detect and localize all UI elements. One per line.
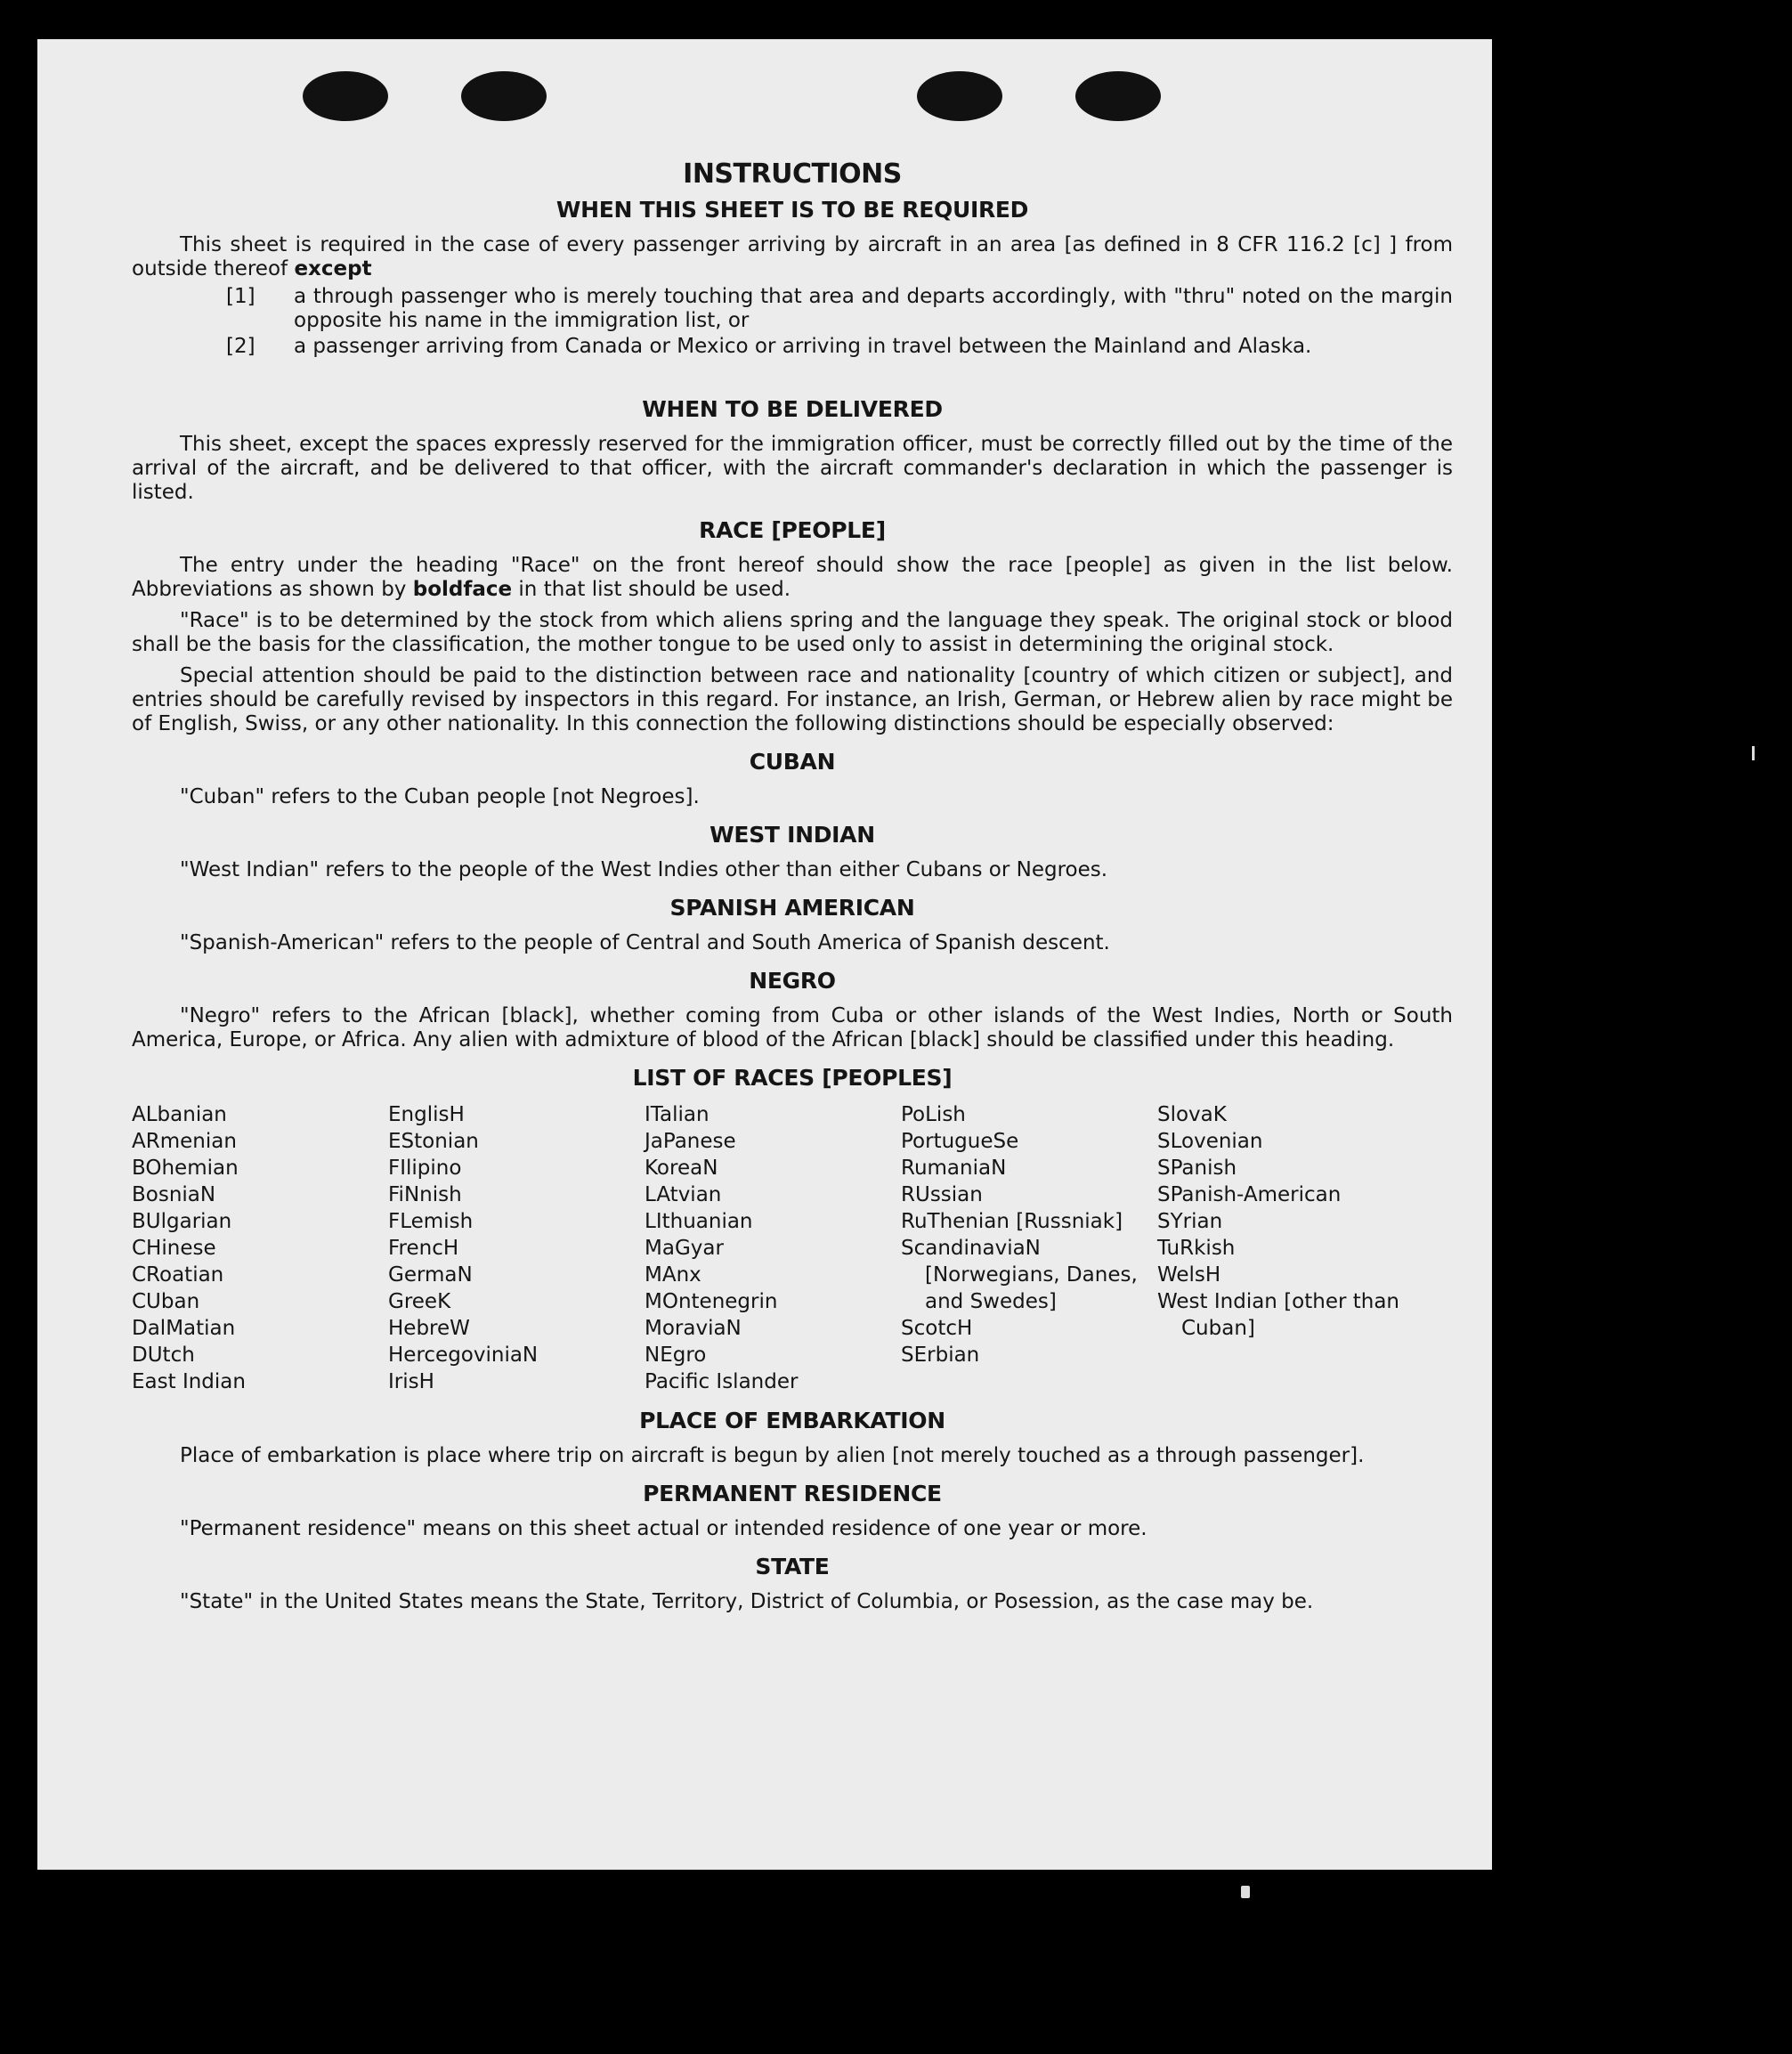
race-text: The entry under the heading "Race" on the front hereof should show the race [people] as given in the list below. Abbreviations as shown by: [132, 554, 1453, 601]
list-item: Pacific Islander: [645, 1370, 799, 1393]
exception-text: a through passenger who is merely touching that area and departs accordingly, with "thru" noted on the margin opposite his name in the immigration list, or: [294, 285, 1453, 332]
when-required-intro: [132, 233, 1453, 281]
list-item: EStonian: [388, 1130, 479, 1153]
list-item: [132, 285, 1453, 333]
section-heading-state: STATE: [755, 1554, 830, 1579]
list-item: PortugueSe: [901, 1130, 1019, 1153]
negro-text: "Negro" refers to the African [black], whether coming from Cuba or other islands of the West Indies, North or South America, Europe, or Africa. Any alien with admixture of blood of the African [black] should be classified under this heading.: [132, 1004, 1453, 1051]
list-item: IrisH: [388, 1370, 434, 1393]
spanish-american-text: "Spanish-American" refers to the people of Central and South America of Spanish descent.: [180, 931, 1110, 954]
list-item: SlovaK: [1157, 1103, 1227, 1126]
state-text: "State" in the United States means the State, Territory, District of Columbia, or Posession, as the case may be.: [180, 1590, 1314, 1613]
section-heading-place-of-embarkation: PLACE OF EMBARKATION: [639, 1408, 945, 1433]
list-item: MaGyar: [645, 1237, 724, 1260]
list-item: RumaniaN: [901, 1157, 1007, 1180]
list-item: JaPanese: [645, 1130, 736, 1153]
list-item: SErbian: [901, 1344, 980, 1367]
section-heading-spanish-american: SPANISH AMERICAN: [669, 895, 915, 921]
list-item: GreeK: [388, 1290, 451, 1313]
punch-hole: [303, 71, 388, 121]
list-item: EnglisH: [388, 1103, 465, 1126]
when-delivered-text: This sheet, except the spaces expressly reserved for the immigration officer, must be correctly filled out by the time of the arrival of the aircraft, and be delivered to that officer, with the aircraft commander's declaration in which the passenger is listed.: [132, 433, 1453, 504]
race-paragraph-1: [132, 554, 1453, 602]
list-item: GermaN: [388, 1263, 473, 1287]
west-indian-text: "West Indian" refers to the people of the West Indies other than either Cubans or Negroes.: [180, 858, 1108, 881]
list-item: ARmenian: [132, 1130, 237, 1153]
place-of-embarkation-text: Place of embarkation is place where trip on aircraft is begun by alien [not merely touched as a through passenger].: [180, 1444, 1365, 1467]
permanent-residence-text: "Permanent residence" means on this sheet actual or intended residence of one year or more.: [180, 1517, 1147, 1540]
exception-text: a passenger arriving from Canada or Mexico or arriving in travel between the Mainland and Alaska.: [294, 335, 1312, 358]
list-item: BOhemian: [132, 1157, 239, 1180]
list-item: ITalian: [645, 1103, 710, 1126]
race-bold-text: boldface: [412, 578, 513, 601]
list-item: HebreW: [388, 1317, 470, 1340]
section-heading-permanent-residence: PERMANENT RESIDENCE: [643, 1481, 942, 1506]
intro-bold-text: except: [294, 257, 372, 280]
section-heading-when-required: WHEN THIS SHEET IS TO BE REQUIRED: [555, 197, 1029, 223]
section-heading-when-delivered: WHEN TO BE DELIVERED: [642, 396, 943, 422]
list-item: LIthuanian: [645, 1210, 753, 1233]
section-heading-list-of-races: LIST OF RACES [PEOPLES]: [632, 1065, 953, 1091]
list-item: MOntenegrin: [645, 1290, 778, 1313]
list-item: ScotcH: [901, 1317, 973, 1340]
list-item: FiNnish: [388, 1183, 462, 1206]
section-heading-cuban: CUBAN: [749, 749, 836, 775]
punch-hole: [1075, 71, 1161, 121]
instructions-content: [132, 158, 1453, 1614]
list-item: SYrian: [1157, 1210, 1223, 1233]
list-item: NEgro: [645, 1344, 707, 1367]
list-item: CHinese: [132, 1237, 216, 1260]
cuban-text: "Cuban" refers to the Cuban people [not Negroes].: [180, 785, 700, 808]
list-item: East Indian: [132, 1370, 246, 1393]
punch-hole: [917, 71, 1002, 121]
page-title: INSTRUCTIONS: [683, 158, 902, 190]
punch-hole: [461, 71, 547, 121]
list-item: BUlgarian: [132, 1210, 232, 1233]
list-item: TuRkish: [1157, 1237, 1236, 1260]
exception-number: [1]: [226, 285, 255, 308]
list-item: KoreaN: [645, 1157, 718, 1180]
section-heading-west-indian: WEST INDIAN: [710, 822, 875, 848]
race-paragraph-3: Special attention should be paid to the distinction between race and nationality [country of which citizen or subject], and entries should be carefully revised by inspectors in this regard. For instance, an Irish, German, or Hebrew alien by race might be of English, Swiss, or any other nationality. In this connection the following distinctions should be especially observed:: [132, 664, 1453, 735]
exceptions-list: [132, 285, 1453, 359]
list-item: CUban: [132, 1290, 200, 1313]
list-item: MAnx: [645, 1263, 701, 1287]
list-item: SLovenian: [1157, 1130, 1263, 1153]
list-item: RuThenian [Russniak]: [901, 1210, 1123, 1233]
list-item: West Indian [other than Cuban]: [1157, 1290, 1400, 1340]
scan-artifact: [1752, 746, 1755, 760]
races-column: [901, 1101, 1157, 1395]
section-heading-race: RACE [PEOPLE]: [699, 517, 886, 543]
list-item: MoraviaN: [645, 1317, 742, 1340]
race-text: in that list should be used.: [518, 578, 791, 601]
document-page: [37, 39, 1492, 1870]
list-item: BosniaN: [132, 1183, 216, 1206]
section-heading-negro: NEGRO: [749, 968, 836, 994]
list-item: FLemish: [388, 1210, 474, 1233]
races-column: [388, 1101, 645, 1395]
races-column: [645, 1101, 901, 1395]
list-item: ALbanian: [132, 1103, 227, 1126]
list-item: LAtvian: [645, 1183, 722, 1206]
list-item: PoLish: [901, 1103, 966, 1126]
race-paragraph-2: "Race" is to be determined by the stock from which aliens spring and the language they speak. The original stock or blood shall be the basis for the classification, the mother tongue to be used only to assist in determining the original stock.: [132, 609, 1453, 656]
list-item: SPanish-American: [1157, 1183, 1342, 1206]
intro-text: This sheet is required in the case of every passenger arriving by aircraft in an area [as defined in 8 CFR 116.2 [c] ] from outside thereof: [132, 233, 1453, 280]
list-item: [132, 335, 1453, 359]
list-item: HercegoviniaN: [388, 1344, 539, 1367]
list-item: SPanish: [1157, 1157, 1237, 1180]
list-item: RUssian: [901, 1183, 983, 1206]
exception-number: [2]: [226, 335, 255, 358]
races-list: [132, 1101, 1453, 1395]
races-column: [1157, 1101, 1414, 1395]
list-item: ScandinaviaN [Norwegians, Danes, and Swedes]: [901, 1237, 1138, 1313]
list-item: FIlipino: [388, 1157, 462, 1180]
races-column: [132, 1101, 388, 1395]
scan-artifact: [1241, 1886, 1250, 1898]
list-item: CRoatian: [132, 1263, 224, 1287]
list-item: DalMatian: [132, 1317, 236, 1340]
list-item: DUtch: [132, 1344, 195, 1367]
list-item: FrencH: [388, 1237, 459, 1260]
list-item: WelsH: [1157, 1263, 1221, 1287]
